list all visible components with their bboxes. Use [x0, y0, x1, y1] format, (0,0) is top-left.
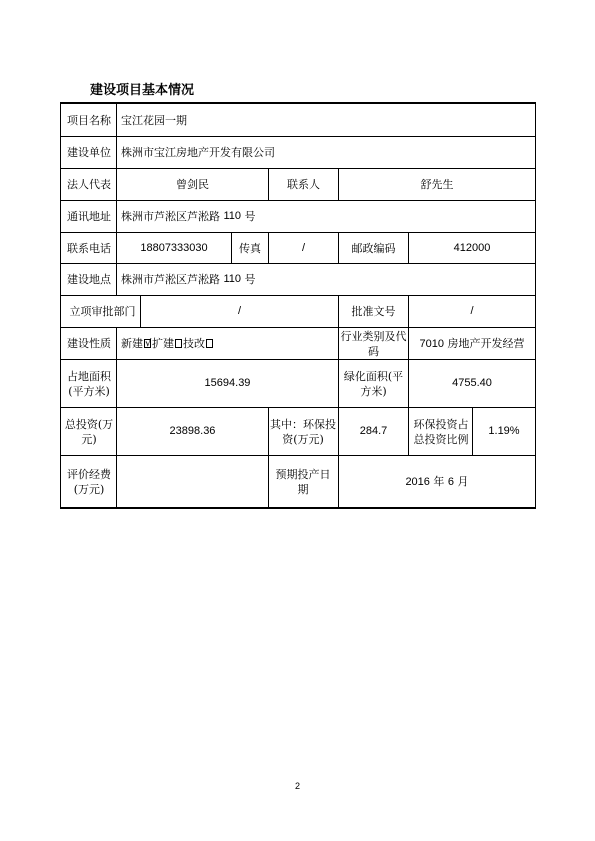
approval-doc-label: 批准文号 — [351, 305, 396, 318]
approval-doc-value: / — [470, 305, 474, 317]
nature-option-tech: 技改 — [183, 337, 205, 350]
project-name-label: 项目名称 — [67, 113, 111, 127]
phone-value: 18807333030 — [140, 241, 208, 254]
area-value: 15694.39 — [204, 377, 251, 389]
production-date-label: 预期投产日期 — [275, 467, 331, 496]
approval-dept-label: 立项审批部门 — [69, 305, 136, 318]
nature-option-new: 新建 — [121, 337, 143, 350]
contact-label: 联系人 — [287, 178, 320, 191]
page-number: 2 — [294, 781, 300, 791]
production-date-value: 2016 年 6 月 — [405, 474, 469, 488]
fax-value: / — [301, 241, 306, 254]
address-value: 株洲市芦淞区芦淞路 110 号 — [121, 210, 256, 223]
nature-options — [117, 328, 338, 359]
env-investment-label: 其中：环保投资(万元) — [270, 417, 336, 446]
checkbox-new-checked-icon: √ — [145, 338, 152, 349]
project-name-value: 宝江花园一期 — [121, 113, 187, 127]
green-area-value: 4755.40 — [452, 377, 492, 389]
total-investment-value: 23898.36 — [169, 425, 216, 437]
builder-value: 株洲市宝江房地产开发有限公司 — [121, 146, 275, 159]
eval-fee-value — [117, 456, 268, 507]
contact-value: 舒先生 — [420, 178, 454, 191]
address-label: 通讯地址 — [67, 210, 111, 223]
zip-value: 412000 — [453, 241, 491, 254]
env-investment-value: 284.7 — [359, 425, 388, 437]
nature-option-expand: 扩建 — [152, 337, 174, 350]
legal-rep-value: 曾剑民 — [176, 178, 209, 191]
fax-label: 传真 — [239, 241, 261, 255]
approval-dept-value: / — [237, 305, 242, 317]
area-label: 占地面积(平方米) — [67, 369, 111, 398]
industry-value: 7010 房地产开发经营 — [419, 336, 525, 350]
total-investment-label: 总投资(万元) — [64, 417, 114, 446]
green-area-label: 绿化面积(平方米) — [343, 369, 404, 398]
eval-fee-label: 评价经费(万元) — [67, 467, 111, 496]
nature-label: 建设性质 — [67, 337, 111, 350]
phone-label: 联系电话 — [67, 241, 111, 255]
legal-rep-label: 法人代表 — [67, 178, 111, 191]
checkbox-tech-icon — [206, 339, 213, 348]
industry-label: 行业类别及代码 — [340, 329, 407, 358]
builder-label: 建设单位 — [67, 146, 111, 159]
zip-label: 邮政编码 — [351, 241, 396, 255]
section-title: 建设项目基本情况 — [90, 83, 195, 98]
site-label: 建设地点 — [67, 273, 111, 286]
site-value: 株洲市芦淞区芦淞路 110 号 — [121, 273, 256, 286]
checkbox-expand-icon — [175, 339, 182, 348]
env-ratio-label: 环保投资占总投资比例 — [413, 417, 469, 446]
env-ratio-value: 1.19% — [488, 425, 520, 437]
